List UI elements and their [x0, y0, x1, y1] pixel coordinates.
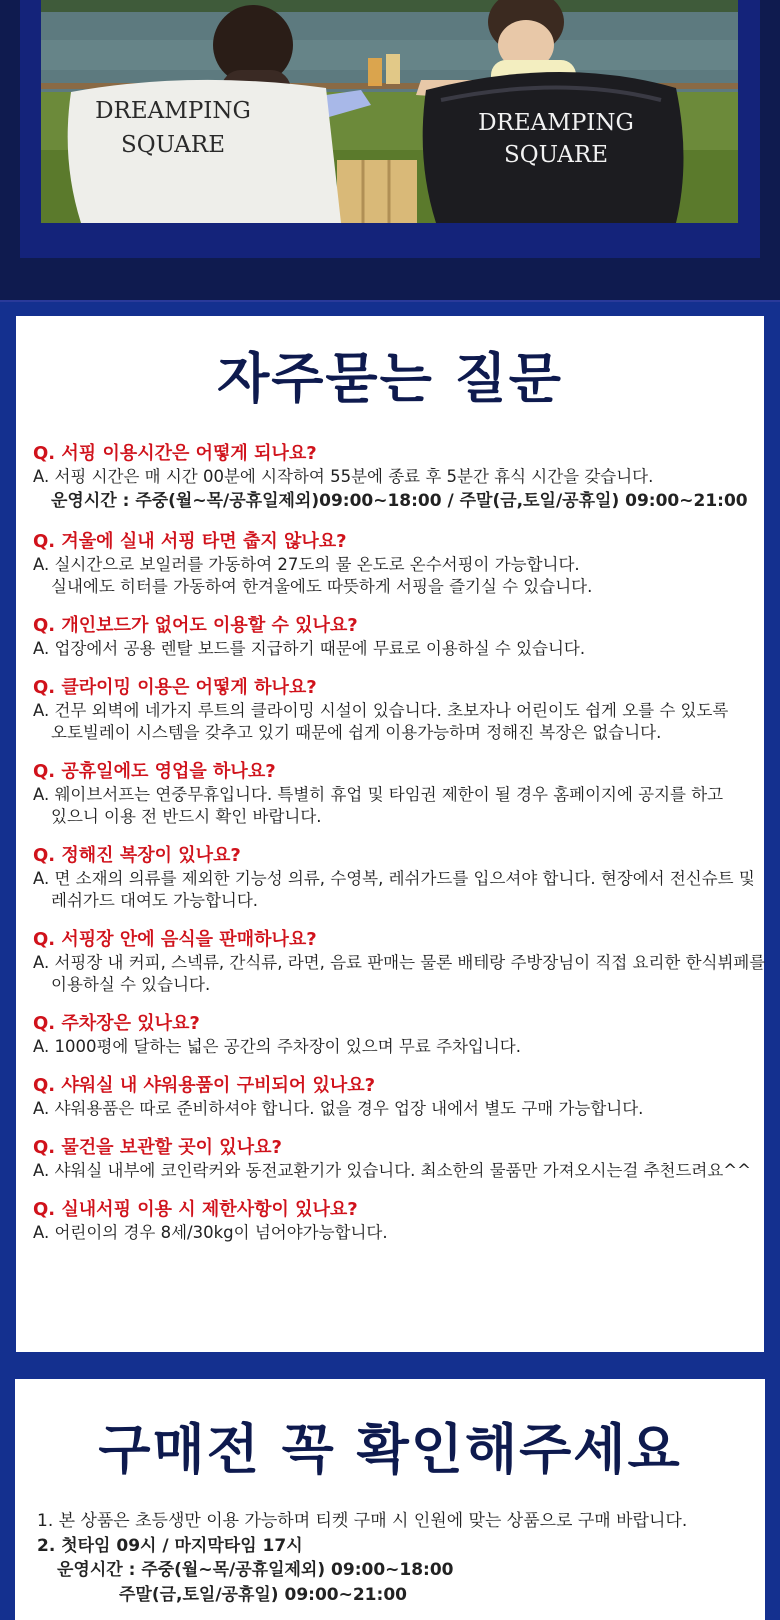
faq-item: [33, 928, 766, 996]
faq-answer-line: A. 실시간으로 보일러를 가동하여 27도의 물 온도로 온수서핑이 가능합니다.: [33, 555, 580, 574]
faq-item: [33, 614, 758, 660]
faq-question: Q. 실내서핑 이용 시 제한사항이 있나요?: [33, 1199, 358, 1220]
faq-answer-line: A. 서핑 시간은 매 시간 00분에 시작하여 55분에 종료 후 5분간 휴식 시간을 갖습니다.: [33, 467, 654, 486]
faq-answer-line: A. 서핑장 내 커피, 스넥류, 간식류, 라면, 음료 판매는 물론 배테랑 주방장님이 직접 요리한 한식뷔페를: [33, 953, 766, 972]
notice-item-1: 1. 본 상품은 초등생만 이용 가능하며 티켓 구매 시 인원에 맞는 상품으로 구매 바랍니다.: [37, 1511, 688, 1531]
faq-title: 자주묻는 질문: [217, 347, 563, 410]
seat-left-brand-line1: DREAMPING: [95, 98, 251, 124]
faq-item: [33, 1074, 758, 1120]
hero-photo-illustration: [41, 0, 738, 223]
faq-question: Q. 서핑 이용시간은 어떻게 되나요?: [33, 443, 317, 464]
seat-right-brand-line2: SQUARE: [503, 142, 609, 168]
faq-item: [33, 760, 758, 828]
faq-answer: [33, 784, 758, 828]
notice-list: [37, 1509, 747, 1607]
faq-answer: [33, 868, 758, 912]
faq-answer: [33, 1036, 758, 1058]
faq-answer: [33, 952, 766, 996]
faq-answer-line: A. 샤워용품은 따로 준비하셔야 합니다. 없을 경우 업장 내에서 별도 구매 가능합니다.: [33, 1099, 644, 1118]
faq-question: Q. 클라이밍 이용은 어떻게 하나요?: [33, 677, 317, 698]
faq-answer: [33, 466, 758, 514]
faq-answer-line: 실내에도 히터를 가동하여 한겨울에도 따뜻하게 서핑을 즐기실 수 있습니다.: [51, 577, 593, 596]
faq-answer-line: A. 1000평에 달하는 넓은 공간의 주차장이 있으며 무료 주차입니다.: [33, 1037, 521, 1056]
faq-answer: [33, 700, 758, 744]
faq-item: [33, 530, 758, 598]
faq-answer-line: 레쉬가드 대여도 가능합니다.: [51, 891, 259, 910]
faq-item: [33, 1136, 758, 1182]
faq-answer: [33, 638, 758, 660]
operating-hours: 운영시간 : 주중(월~목/공휴일제외)09:00~18:00 / 주말(금,토일/공휴일) 09:00~21:00: [51, 491, 748, 511]
faq-question: Q. 겨울에 실내 서핑 타면 춥지 않나요?: [33, 531, 347, 552]
faq-card: [16, 316, 764, 1352]
faq-answer-line: 오토빌레이 시스템을 갖추고 있기 때문에 쉽게 이용가능하며 정해진 복장은 없습니다.: [51, 723, 662, 742]
faq-question: Q. 개인보드가 없어도 이용할 수 있나요?: [33, 615, 358, 636]
faq-answer-line: A. 어린이의 경우 8세/30kg이 넘어야가능합니다.: [33, 1223, 388, 1242]
faq-item: [33, 1198, 758, 1244]
faq-list: [33, 442, 766, 1260]
faq-answer: [33, 554, 758, 598]
faq-question: Q. 샤워실 내 샤워용품이 구비되어 있나요?: [33, 1075, 376, 1096]
hero-photo: [41, 0, 738, 223]
faq-answer: [33, 1222, 758, 1244]
faq-answer-line: 이용하실 수 있습니다.: [51, 975, 211, 994]
faq-question: Q. 공휴일에도 영업을 하나요?: [33, 761, 276, 782]
faq-answer-line: A. 면 소재의 의류를 제외한 기능성 의류, 수영복, 레쉬가드를 입으셔야 합니다. 현장에서 전신슈트 및: [33, 869, 755, 888]
faq-question: Q. 주차장은 있나요?: [33, 1013, 200, 1034]
notice-title: 구매전 꼭 확인해주세요: [98, 1418, 682, 1481]
faq-question: Q. 서핑장 안에 음식을 판매하나요?: [33, 929, 317, 950]
faq-question: Q. 물건을 보관할 곳이 있나요?: [33, 1137, 282, 1158]
faq-item: [33, 676, 758, 744]
seat-right-brand-line1: DREAMPING: [478, 110, 634, 136]
faq-answer-line: A. 샤워실 내부에 코인락커와 동전교환기가 있습니다. 최소한의 물품만 가져오시는걸 추천드려요^^: [33, 1161, 751, 1180]
faq-question: Q. 정해진 복장이 있나요?: [33, 845, 241, 866]
faq-answer-line: A. 건무 외벽에 네가지 루트의 클라이밍 시설이 있습니다. 초보자나 어린이도 쉽게 오를 수 있도록: [33, 701, 729, 720]
faq-answer: [33, 1160, 758, 1182]
faq-answer: [33, 1098, 758, 1120]
notice-hours-weekend: 주말(금,토일/공휴일) 09:00~21:00: [119, 1584, 407, 1605]
notice-card: [15, 1379, 765, 1620]
notice-hours-weekday: 운영시간 : 주중(월~목/공휴일제외) 09:00~18:00: [57, 1560, 454, 1580]
faq-item: [33, 442, 758, 514]
notice-item-2: 2. 첫타임 09시 / 마지막타임 17시: [37, 1535, 303, 1556]
faq-answer-line: A. 웨이브서프는 연중무휴입니다. 특별히 휴업 및 타임권 제한이 될 경우 홈페이지에 공지를 하고: [33, 785, 724, 804]
faq-answer-line: A. 업장에서 공용 렌탈 보드를 지급하기 때문에 무료로 이용하실 수 있습니다.: [33, 639, 586, 658]
seat-left-brand-line2: SQUARE: [120, 132, 226, 158]
faq-item: [33, 844, 758, 912]
top-banner: [0, 0, 780, 300]
faq-item: [33, 1012, 758, 1058]
faq-answer-line: 있으니 이용 전 반드시 확인 바랍니다.: [51, 807, 322, 826]
